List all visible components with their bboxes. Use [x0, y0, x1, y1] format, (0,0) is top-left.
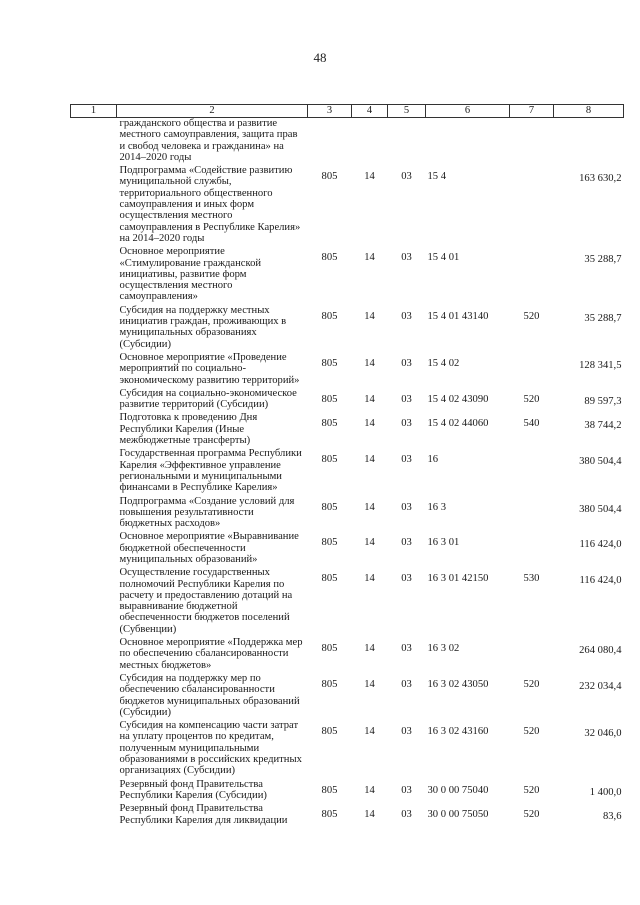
column-header: 4: [352, 105, 388, 118]
cell-section: 14: [364, 573, 375, 585]
cell-ministry-code: 805: [321, 310, 338, 322]
cell-target-code: 30 0 00 75040: [427, 784, 489, 796]
cell-ministry-code: 805: [321, 171, 338, 183]
cell-section: 14: [364, 393, 375, 405]
row-description: Подпрограмма «Содействие развитию муниципальной службы, территориального общественного самоуправления и иных форм осуществления местного самоуправления в Республике Карелия» на 2014–2020 годы: [119, 165, 301, 244]
cell-subsection: 03: [401, 310, 412, 322]
cell-amount: 38 744,2: [584, 420, 622, 432]
cell-ministry-code: 805: [321, 252, 338, 264]
row-description: Подпрограмма «Создание условий для повышения результативности бюджетных расходов»: [119, 495, 295, 530]
column-header: 2: [117, 105, 308, 118]
row-description: Государственная программа Республики Карелия «Эффективное управление региональными и муниципальными финансами в Республике Карелия»: [119, 448, 302, 494]
row-description: Субсидия на поддержку местных инициатив граждан, проживающих в муниципальных образованиях (Субсидии): [119, 304, 287, 350]
cell-expense-type: 530: [523, 573, 540, 585]
cell-ministry-code: 805: [321, 784, 338, 796]
column-header: 6: [426, 105, 510, 118]
row-description: Субсидия на поддержку мер по обеспечению сбалансированности бюджетов муниципальных образований (Субсидии): [119, 672, 300, 718]
row-description: Субсидия на компенсацию части затрат на уплату процентов по кредитам, полученным муниципальными образованиями в российских кредитных организациях (Субсидии): [119, 720, 302, 777]
cell-expense-type: [510, 448, 554, 495]
cell-ministry-code: 805: [321, 501, 338, 513]
table-row: [71, 531, 624, 567]
table-row: [71, 165, 624, 246]
cell-amount: 116 424,0: [579, 539, 622, 551]
cell-subsection: 03: [401, 537, 412, 549]
table-row: [71, 720, 624, 778]
page-number: 48: [313, 50, 327, 65]
cell-subsection: 03: [401, 501, 412, 513]
cell-amount: 163 630,2: [579, 173, 622, 185]
cell-amount: 128 341,5: [579, 359, 622, 371]
cell-ministry-code: 805: [321, 537, 338, 549]
cell-section: 14: [364, 726, 375, 738]
cell-amount: 83,6: [602, 811, 622, 823]
cell-expense-type: 520: [523, 678, 540, 690]
cell-expense-type: 520: [523, 784, 540, 796]
cell-subsection: 03: [401, 678, 412, 690]
table-row: [71, 567, 624, 637]
cell-section: 14: [364, 678, 375, 690]
cell-target-code: 16 3 02 43160: [427, 726, 489, 738]
column-header: 8: [554, 105, 624, 118]
cell-subsection: 03: [401, 784, 412, 796]
cell-expense-type: [510, 637, 554, 673]
cell-amount: 89 597,3: [584, 395, 622, 407]
cell-section: 14: [364, 418, 375, 430]
cell-ministry-code: 805: [321, 809, 338, 821]
cell-target-code: 15 4 02 43090: [427, 393, 489, 405]
cell-subsection: 03: [401, 726, 412, 738]
cell-section: 14: [364, 454, 375, 466]
cell-subsection: 03: [401, 573, 412, 585]
cell-target-code: 16 3 02: [427, 643, 460, 655]
cell-expense-type: 520: [523, 809, 540, 821]
cell-section: 14: [364, 171, 375, 183]
cell-target-code: 16 3 01: [427, 537, 460, 549]
cell-target-code: 16 3 01 42150: [427, 573, 489, 585]
table-row: [71, 803, 624, 828]
cell-expense-type: [510, 246, 554, 304]
row-description: гражданского общества и развитие местного самоуправления, защита прав и свобод человека и гражданина» на 2014–2020 годы: [119, 118, 298, 163]
cell-amount: 116 424,0: [579, 575, 622, 587]
table-header-row: [71, 105, 624, 118]
cell-amount: 35 288,7: [584, 312, 622, 324]
cell-amount: 32 046,0: [584, 728, 622, 740]
cell-amount: 380 504,4: [579, 503, 622, 515]
cell-amount: 35 288,7: [584, 254, 622, 266]
cell-section: 14: [364, 252, 375, 264]
table-row: [71, 412, 624, 448]
cell-subsection: 03: [401, 171, 412, 183]
cell-target-code: 16 3 02 43050: [427, 678, 489, 690]
cell-section: 14: [364, 537, 375, 549]
cell-subsection: 03: [401, 393, 412, 405]
cell-ministry-code: 805: [321, 726, 338, 738]
table-row: [71, 352, 624, 388]
cell-amount: 380 504,4: [579, 456, 622, 468]
cell-target-code: 15 4: [427, 171, 447, 183]
cell-ministry-code: 805: [321, 678, 338, 690]
cell-section: 14: [364, 809, 375, 821]
column-header: 5: [388, 105, 426, 118]
cell-expense-type: 520: [523, 393, 540, 405]
cell-expense-type: [510, 165, 554, 246]
cell-section: 14: [364, 643, 375, 655]
column-header: 7: [510, 105, 554, 118]
column-header: 1: [71, 105, 117, 118]
row-description: Резервный фонд Правительства Республики Карелия (Субсидии): [119, 778, 267, 801]
cell-expense-type: 540: [523, 418, 540, 430]
cell-section: 14: [364, 784, 375, 796]
cell-ministry-code: 805: [321, 357, 338, 369]
table-row: [71, 673, 624, 720]
cell-expense-type: [510, 496, 554, 532]
table-row: [71, 448, 624, 495]
cell-target-code: 15 4 01: [427, 252, 460, 264]
row-description: Резервный фонд Правительства Республики Карелия для ликвидации: [119, 803, 288, 826]
cell-subsection: 03: [401, 252, 412, 264]
row-description: Основное мероприятие «Стимулирование гражданской инициативы, развитие форм осуществления местного самоуправления»: [119, 246, 262, 303]
cell-expense-type: 520: [523, 726, 540, 738]
table-row: [71, 246, 624, 304]
cell-subsection: 03: [401, 454, 412, 466]
table-row: [71, 388, 624, 413]
cell-target-code: 15 4 02 44060: [427, 418, 489, 430]
cell-amount: 264 080,4: [579, 645, 622, 657]
table-row: [71, 779, 624, 804]
cell-target-code: 16: [427, 454, 439, 466]
cell-section: 14: [364, 310, 375, 322]
row-description: Подготовка к проведению Дня Республики Карелия (Иные межбюджетные трансферты): [119, 412, 258, 447]
cell-expense-type: 520: [523, 310, 540, 322]
cell-amount: 232 034,4: [579, 680, 622, 692]
row-description: Основное мероприятие «Проведение мероприятий по социально-экономическому развитию территорий»: [119, 351, 300, 386]
cell-ministry-code: 805: [321, 393, 338, 405]
cell-subsection: 03: [401, 809, 412, 821]
cell-target-code: 16 3: [427, 501, 447, 513]
cell-target-code: 30 0 00 75050: [427, 809, 489, 821]
row-description: Основное мероприятие «Выравнивание бюджетной обеспеченности муниципальных образований»: [119, 531, 299, 565]
cell-ministry-code: 805: [321, 573, 338, 585]
cell-section: 14: [364, 501, 375, 513]
table-row: [71, 637, 624, 673]
cell-ministry-code: 805: [321, 418, 338, 430]
cell-subsection: 03: [401, 357, 412, 369]
cell-ministry-code: 805: [321, 454, 338, 466]
row-description: Осуществление государственных полномочий Республики Карелия по расчету и предоставлению дотаций на выравнивание бюджетной обеспеченности бюджетов поселений (Субвенции): [119, 567, 293, 635]
cell-subsection: 03: [401, 643, 412, 655]
cell-ministry-code: 805: [321, 643, 338, 655]
cell-subsection: 03: [401, 418, 412, 430]
column-header: 3: [308, 105, 352, 118]
cell-section: 14: [364, 357, 375, 369]
table-row: [71, 496, 624, 532]
budget-table: [70, 104, 624, 828]
row-description: Основное мероприятие «Поддержка мер по обеспечению сбалансированности местных бюджетов»: [119, 637, 303, 671]
cell-amount: 1 400,0: [589, 786, 622, 798]
row-description: Субсидия на социально-экономическое развитие территорий (Субсидии): [119, 387, 297, 411]
cell-target-code: 15 4 02: [427, 357, 460, 369]
table-row: [71, 118, 624, 166]
table-row: [71, 305, 624, 352]
cell-target-code: 15 4 01 43140: [427, 310, 489, 322]
cell-expense-type: [510, 531, 554, 567]
cell-expense-type: [510, 352, 554, 388]
